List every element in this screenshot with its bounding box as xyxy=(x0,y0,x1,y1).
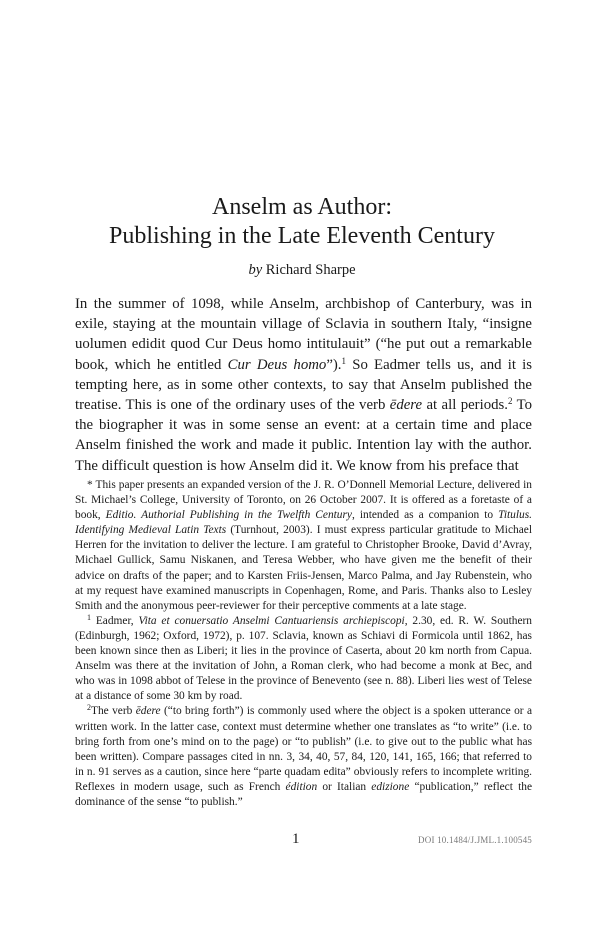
footnote-ref-1[interactable]: 1 xyxy=(341,355,347,366)
footnote-text: or Italian xyxy=(317,780,372,793)
author-name: Richard Sharpe xyxy=(265,262,356,278)
footnote-text: This paper presents an expanded version of the J. R. O’Donnell Memorial Lecture, delivered in St. Michael’s College, University of Toronto, on 26 October 2007. It is offered as a foretaste of a book, xyxy=(75,479,532,522)
article-title-line-1: Anselm as Author: xyxy=(212,194,392,220)
byline xyxy=(0,262,604,279)
footnotes xyxy=(75,478,532,810)
body-text: In the summer of 1098, while Anselm, archbishop of Canterbury, was in exile, staying at the mountain village of Sclavia in southern Italy, “insigne uolumen edidit quod Cur Deus homo intitulauit” (“he put out a remarkable book, which he entitled xyxy=(75,296,532,373)
book-title-italic: Cur Deus homo xyxy=(227,356,327,373)
footnote-marker: 1 xyxy=(87,612,91,622)
body-text: To the biographer it was in some sense an event: at a certain time and place Anselm finished the work and made it public. Intention lay with the author. The difficult question is how Anselm did it. We know from his preface that xyxy=(75,397,533,474)
body-text: ”). xyxy=(326,356,342,373)
french-word-italic: édition xyxy=(285,780,318,793)
body-paragraph xyxy=(75,294,532,476)
footnote-text: “publication,” reflect the dominance of the sense “to publish.” xyxy=(75,780,532,808)
footnote-text: Eadmer, xyxy=(91,614,139,627)
footnote-ref-2[interactable]: 2 xyxy=(507,396,513,407)
latin-verb-italic: ēdere xyxy=(135,705,161,718)
footnote-1 xyxy=(75,614,532,705)
footnote-marker: 2 xyxy=(87,703,91,713)
doi-identifier[interactable]: DOI 10.1484/J.JML.1.100545 xyxy=(418,835,532,845)
book-title-italic: Titulus. Identifying Medieval Latin Texts xyxy=(75,509,532,537)
byline-prefix: by xyxy=(248,262,263,278)
latin-verb-italic: ēdere xyxy=(389,397,423,414)
italian-word-italic: edizione xyxy=(371,780,410,793)
page-number: 1 xyxy=(292,831,300,847)
footnote-text: , intended as a companion to xyxy=(352,509,499,522)
book-title-italic: Editio. Authorial Publishing in the Twelfth Century xyxy=(105,509,352,522)
work-title-italic: Vita et conuersatio Anselmi Cantuariensis archiepiscopi xyxy=(138,614,405,627)
article-title-line-2: Publishing in the Late Eleventh Century xyxy=(109,223,495,249)
footnote-text: (Turnhout, 2003). I must express particular gratitude to Michael Herren for the invitation to deliver the lecture. I am grateful to Christopher Brooke, David d’Avray, Michael Gullick, Samu Niskanen, and Teresa Webber, who have given me the benefit of their advice on drafts of the paper; and to Karsten Friis-Jensen, Marco Palma, and Jay Rubenstein, who at my request have examined manuscripts in Copenhagen, Rome, and Paris. Thanks also to Lesley Smith and the anonymous peer-reviewer for their perceptive comments at a late stage. xyxy=(75,524,532,612)
footnote-text: , 2.30, ed. R. W. Southern (Edinburgh, 1962; Oxford, 1972), p. 107. Sclavia, known as Schiavi di Formicola until 1862, has been known since then as Liberi; it lies in the province of Caserta, about 20 km north from Capua. Anselm was there at the invitation of John, a Roman clerk, who had become a monk at Bec, and who was in 1098 abbot of Telese in the province of Benevento (see n. 88). Liberi lies west of Telese at a distance of some 30 km by road. xyxy=(75,614,533,703)
footnote-star xyxy=(75,478,532,614)
body-text: So Eadmer tells us, and it is tempting here, as in some other contexts, to say that Anselm published the treatise. This is one of the ordinary uses of the verb xyxy=(75,356,533,414)
footnote-2 xyxy=(75,704,532,810)
footnote-marker: * xyxy=(87,479,96,491)
footnote-text: (“to bring forth”) is commonly used where the object is a spoken utterance or a written work. In the latter case, context must determine whether one translates as “to write” (i.e. to bring forth from one’s mind on to the page) or “to publish” (i.e. to give out to the public what has been written). Compare passages cited in nn. 3, 34, 40, 57, 84, 120, 141, 165, 166; that referred to in n. 91 serves as a caution, since here “parte quadam edita” obviously refers to incomplete writing. Reflexes in modern usage, such as French xyxy=(75,705,532,793)
footnote-text: The verb xyxy=(91,705,136,718)
body-text: at all periods. xyxy=(422,397,508,414)
